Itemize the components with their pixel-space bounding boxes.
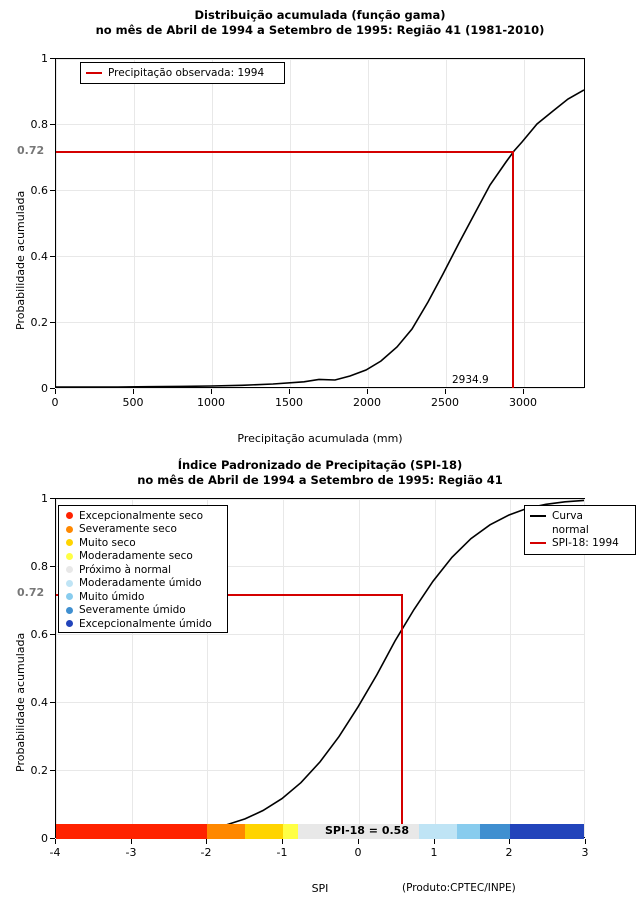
legend-cat-label-5: Moderadamente úmido (79, 577, 202, 590)
legend-cat-label-0: Excepcionalmente seco (79, 509, 204, 522)
bottom-x-tick-4: 0 (354, 846, 362, 859)
square-marker-icon (66, 526, 73, 533)
bottom-chart-title (0, 458, 640, 488)
top-cdf-curve (56, 59, 584, 387)
top-y-tick-3: 0.6 (30, 184, 48, 197)
bottom-y-tick-4: 0.8 (30, 560, 48, 573)
bottom-title-line-1: Índice Padronizado de Precipitação (SPI-18) (177, 458, 463, 472)
legend-cat-row-6 (61, 590, 223, 604)
top-x-tick-6: 3000 (509, 396, 537, 409)
legend-cat-label-3: Moderadamente seco (79, 550, 193, 563)
bottom-y-tick-1: 0.2 (30, 764, 48, 777)
legend-cat-row-0 (61, 509, 223, 523)
bottom-x-tick-7: 3 (581, 846, 589, 859)
square-marker-icon (66, 539, 73, 546)
top-x-tickmark-4 (367, 389, 368, 394)
bottom-y-tick-3: 0.6 (30, 628, 48, 641)
legend-cat-row-3 (61, 550, 223, 564)
bottom-x-tickmark-4 (358, 839, 359, 844)
top-legend (80, 62, 285, 84)
top-x-tick-0: 0 (51, 396, 59, 409)
bottom-legend-label-1: SPI-18: 1994 (552, 537, 619, 549)
bottom-legend-row-1 (525, 536, 635, 550)
spi-seg-muito-seco (245, 824, 283, 839)
legend-line-swatch-icon (530, 542, 546, 544)
spi-value-label: SPI-18 = 0.58 (325, 824, 409, 837)
top-marker-y-value: 0.72 (17, 144, 45, 157)
bottom-y-tick-0: 0 (41, 832, 48, 845)
top-x-tick-5: 2500 (431, 396, 459, 409)
top-gridline-h-0 (56, 388, 584, 389)
legend-cat-row-2 (61, 536, 223, 550)
bottom-x-tick-1: -3 (125, 846, 137, 859)
top-y-tick-2: 0.4 (30, 250, 48, 263)
bottom-x-tickmark-7 (585, 839, 586, 844)
bottom-x-tickmark-3 (282, 839, 283, 844)
legend-line-swatch-icon (86, 72, 102, 74)
square-marker-icon (66, 607, 73, 614)
bottom-x-axis-label: SPI (311, 882, 329, 895)
top-y-tick-5: 1 (41, 52, 48, 65)
top-x-tickmark-5 (445, 389, 446, 394)
legend-cat-label-1: Severamente seco (79, 523, 177, 536)
top-x-tickmark-6 (523, 389, 524, 394)
legend-cat-row-4 (61, 563, 223, 577)
top-marker-vline (512, 151, 514, 388)
legend-cat-label-2: Muito seco (79, 536, 136, 549)
top-x-tickmark-2 (211, 389, 212, 394)
bottom-title-line-2: no mês de Abril de 1994 a Setembro de 1995: Região 41 (137, 473, 503, 487)
bottom-right-legend (524, 505, 636, 555)
legend-cat-label-6: Muito úmido (79, 590, 145, 603)
top-marker-x-value: 2934.9 (452, 374, 489, 386)
square-marker-icon (66, 553, 73, 560)
bottom-x-tick-3: -1 (276, 846, 288, 859)
square-marker-icon (66, 593, 73, 600)
legend-cat-label-7: Severamente úmido (79, 604, 186, 617)
top-legend-row-0 (81, 63, 284, 83)
top-x-axis-label: Precipitação acumulada (mm) (237, 432, 403, 445)
produto-credit: (Produto:CPTEC/INPE) (402, 882, 516, 894)
bottom-x-tickmark-1 (131, 839, 132, 844)
bottom-marker-y-value: 0.72 (17, 586, 45, 599)
top-x-tick-1: 500 (122, 396, 144, 409)
spi-seg-severamente-seco (207, 824, 245, 839)
bottom-chart-panel (0, 450, 640, 900)
top-chart-title (0, 8, 640, 38)
spi-seg-excepcionalmente-seco (56, 824, 207, 839)
legend-cat-row-1 (61, 523, 223, 537)
bottom-x-tick-5: 1 (430, 846, 438, 859)
spi-colorbar (56, 824, 584, 839)
top-x-tickmark-1 (133, 389, 134, 394)
top-x-tickmark-0 (55, 389, 56, 394)
spi-seg-severamente-umido (480, 824, 510, 839)
top-plot-area (55, 58, 585, 388)
top-y-tick-4: 0.8 (30, 118, 48, 131)
bottom-x-tickmark-0 (55, 839, 56, 844)
top-x-tick-4: 2000 (353, 396, 381, 409)
spi-seg-muito-umido (457, 824, 480, 839)
bottom-x-tickmark-2 (206, 839, 207, 844)
bottom-legend-label-0a: Curva (552, 510, 583, 522)
bottom-legend-label-0b: normal (552, 523, 589, 536)
top-legend-label: Precipitação observada: 1994 (108, 67, 265, 79)
top-y-tick-1: 0.2 (30, 316, 48, 329)
top-y-axis-label: Probabilidade acumulada (14, 190, 27, 330)
top-x-tickmark-3 (289, 389, 290, 394)
top-y-tick-0: 0 (41, 382, 48, 395)
legend-cat-label-8: Excepcionalmente úmido (79, 617, 212, 630)
bottom-y-axis-label: Probabilidade acumulada (14, 632, 27, 772)
bottom-x-tick-0: -4 (49, 846, 61, 859)
top-title-line-1: Distribuição acumulada (função gama) (194, 8, 446, 22)
bottom-y-tick-2: 0.4 (30, 696, 48, 709)
bottom-legend-row-0b (525, 523, 635, 536)
bottom-x-tickmark-5 (434, 839, 435, 844)
top-x-tick-3: 1500 (275, 396, 303, 409)
bottom-y-tick-5: 1 (41, 492, 48, 505)
spi-seg-excepcionalmente-umido (510, 824, 584, 839)
legend-cat-row-7 (61, 604, 223, 618)
top-x-tick-2: 1000 (197, 396, 225, 409)
top-title-line-2: no mês de Abril de 1994 a Setembro de 1995: Região 41 (1981-2010) (95, 23, 545, 37)
legend-cat-row-8 (61, 617, 223, 631)
spi-seg-moderadamente-umido (419, 824, 457, 839)
spi-seg-moderadamente-seco (283, 824, 298, 839)
square-marker-icon (66, 580, 73, 587)
bottom-x-tick-2: -2 (200, 846, 212, 859)
square-marker-icon (66, 566, 73, 573)
square-marker-icon (66, 512, 73, 519)
legend-line-swatch-icon (530, 515, 546, 517)
bottom-legend-row-0 (525, 509, 635, 523)
legend-cat-label-4: Próximo à normal (79, 563, 172, 576)
spi-category-legend (58, 505, 228, 633)
square-marker-icon (66, 620, 73, 627)
bottom-marker-vline (401, 594, 403, 838)
bottom-x-tick-6: 2 (505, 846, 513, 859)
bottom-x-tickmark-6 (509, 839, 510, 844)
legend-cat-row-5 (61, 577, 223, 591)
top-marker-hline (56, 151, 513, 153)
